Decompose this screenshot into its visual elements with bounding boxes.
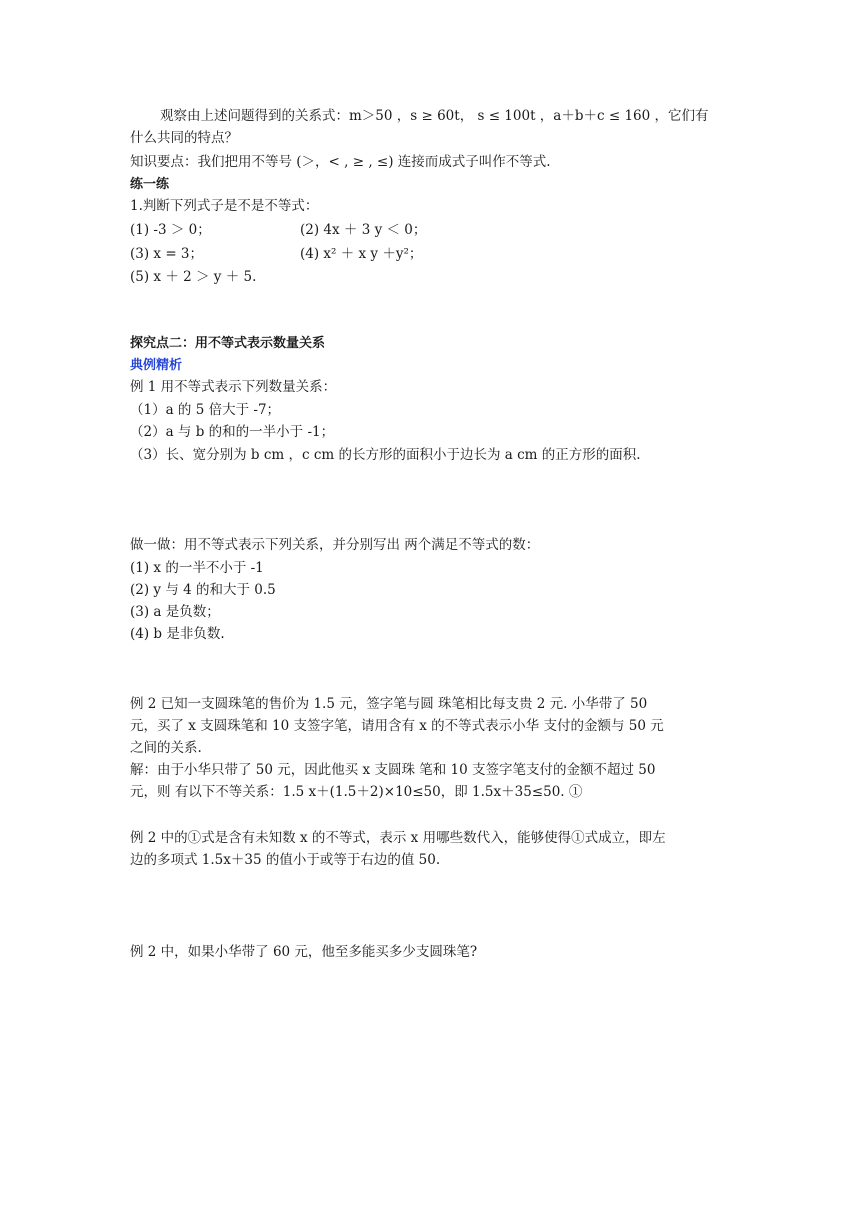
item-1: (1) -3 ＞ 0； (130, 222, 211, 238)
example-2-line-1: 例 2 已知一支圆珠笔的售价为 1.5 元，签字笔与圆 珠笔相比每支贵 2 元. 小华带了 50 (130, 696, 648, 712)
knowledge-point: 知识要点：我们把用不等号 (＞，< , ≥ , ≤) 连接而成式子叫作不等式. (130, 154, 551, 170)
question-1-prompt: 1.判断下列式子是不是不等式： (130, 198, 319, 214)
example-1-part-1: （1）a 的 5 倍大于 -7； (130, 402, 281, 418)
solution-line-2: 元，则 有以下不等关系：1.5 x＋(1.5＋2)×10≤50，即 1.5x＋35≤50. ① (130, 784, 583, 800)
item-4: (4) x² ＋ x y ＋y²； (300, 246, 423, 262)
example-1-part-3: （3）长、宽分别为 b cm ，c cm 的长方形的面积小于边长为 a cm 的正方形的面积. (130, 447, 641, 463)
example-1-title: 例 1 用不等式表示下列数量关系： (130, 379, 337, 395)
example-2-line-2: 元，买了 x 支圆珠笔和 10 支签字笔，请用含有 x 的不等式表示小华 支付的金额与 50 元 (130, 718, 664, 734)
try-it-prompt: 做一做：用不等式表示下列关系，并分别写出 两个满足不等式的数： (130, 537, 540, 553)
text-line-relations-2: 什么共同的特点？ (130, 130, 238, 146)
item-5: (5) x ＋ 2 ＞ y ＋ 5. (130, 269, 257, 285)
text-line-relations-1: 观察由上述问题得到的关系式：m＞50 ，s ≥ 60t， s ≤ 100t ，a＋b＋c ≤ 160 ，它们有 (160, 108, 709, 124)
section-heading-explore-2: 探究点二：用不等式表示数量关系 (130, 336, 326, 351)
item-2: (2) 4x ＋ 3 y ＜ 0； (300, 222, 427, 238)
example-1-part-2: （2）a 与 b 的和的一半小于 -1； (130, 424, 335, 440)
follow-up-question: 例 2 中，如果小华带了 60 元，他至多能买多少支圆珠笔? (130, 944, 478, 960)
explanation-line-1: 例 2 中的①式是含有未知数 x 的不等式，表示 x 用哪些数代入，能够使得①式成立，即左 (130, 830, 666, 846)
example-2-line-3: 之间的关系. (130, 740, 202, 756)
try-it-4: (4) b 是非负数. (130, 626, 225, 642)
solution-line-1: 解：由于小华只带了 50 元，因此他买 x 支圆珠 笔和 10 支签字笔支付的金额不超过 50 (130, 762, 656, 778)
item-3: (3) x = 3； (130, 246, 204, 262)
section-heading-practice: 练一练 (130, 177, 170, 192)
try-it-3: (3) a 是负数； (130, 604, 220, 620)
try-it-2: (2) y 与 4 的和大于 0.5 (130, 582, 276, 598)
explanation-line-2: 边的多项式 1.5x＋35 的值小于或等于右边的值 50. (130, 852, 441, 868)
section-heading-examples: 典例精析 (130, 358, 183, 373)
try-it-1: (1) x 的一半不小于 -1 (130, 560, 264, 576)
